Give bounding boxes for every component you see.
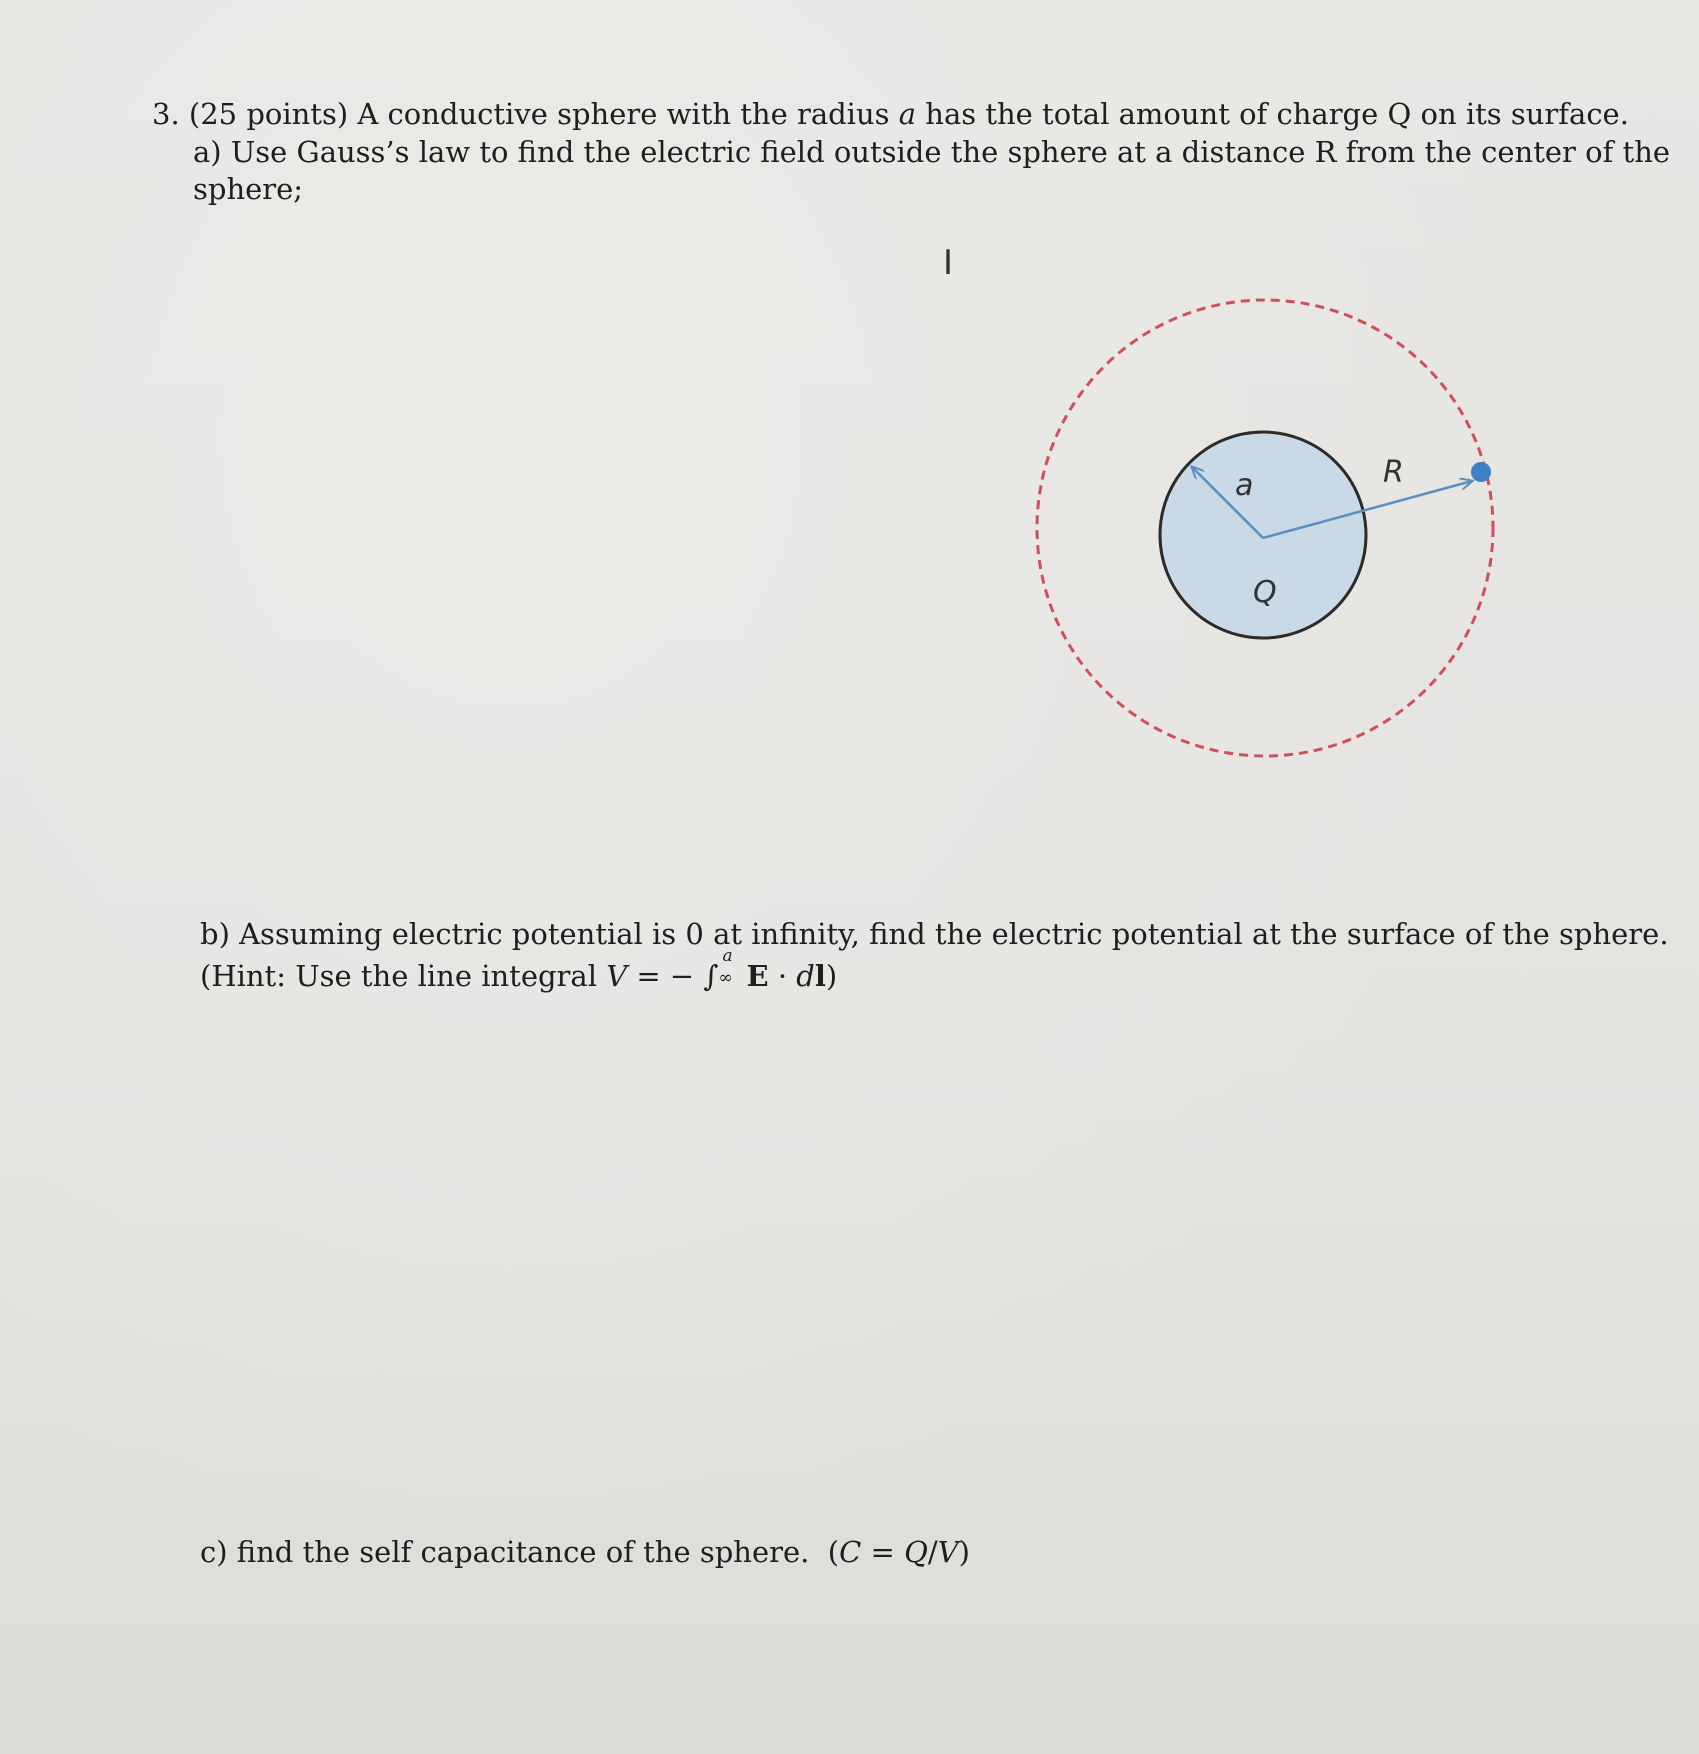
field-point-dot <box>1471 462 1491 482</box>
formula-V: V <box>606 959 628 993</box>
formula-close: ) <box>958 1535 970 1569</box>
part-b-hint <box>200 946 838 993</box>
formula-slash: / <box>927 1535 938 1569</box>
formula-eq-integral: = − ∫ <box>627 959 719 993</box>
label-distance-R: R <box>1383 455 1404 490</box>
formula-Q: Q <box>904 1535 928 1569</box>
part-a-line1: a) Use Gauss’s law to find the electric field outside the sphere at a distance R from the center of the <box>193 135 1671 169</box>
integral-lower-limit: ∞ <box>718 968 733 988</box>
formula-c-V: V <box>937 1535 959 1569</box>
question-intro-var: a <box>898 97 917 131</box>
formula-open: ( <box>827 1535 840 1569</box>
question-intro <box>152 97 1629 131</box>
part-c-text: c) find the self capacitance of the sphere. <box>200 1535 810 1569</box>
label-charge-Q: Q <box>1253 575 1277 610</box>
part-a-line2: sphere; <box>193 172 304 206</box>
formula-E: E <box>746 959 769 993</box>
integral-limits <box>718 946 747 988</box>
text-cursor-icon: I <box>943 243 954 283</box>
formula-d: d <box>796 959 815 993</box>
integral-upper-limit: a <box>722 946 733 966</box>
part-b-line1: b) Assuming electric potential is 0 at infinity, find the electric potential at the surface of the sphere. <box>200 917 1669 951</box>
hint-suffix: ) <box>825 959 838 993</box>
question-number: 3. <box>152 97 180 131</box>
question-intro-rest: has the total amount of charge Q on its surface. <box>925 97 1629 131</box>
formula-C: C <box>839 1535 862 1569</box>
sphere-diagram <box>1020 295 1520 775</box>
part-c <box>200 1535 970 1569</box>
formula-c-eq: = <box>861 1535 905 1569</box>
formula-dot: · <box>768 959 797 993</box>
label-radius-a: a <box>1235 468 1254 503</box>
hint-prefix: (Hint: Use the line integral <box>200 959 597 993</box>
question-intro-points: (25 points) A conductive sphere with the radius <box>188 97 890 131</box>
formula-l: l <box>814 959 826 993</box>
